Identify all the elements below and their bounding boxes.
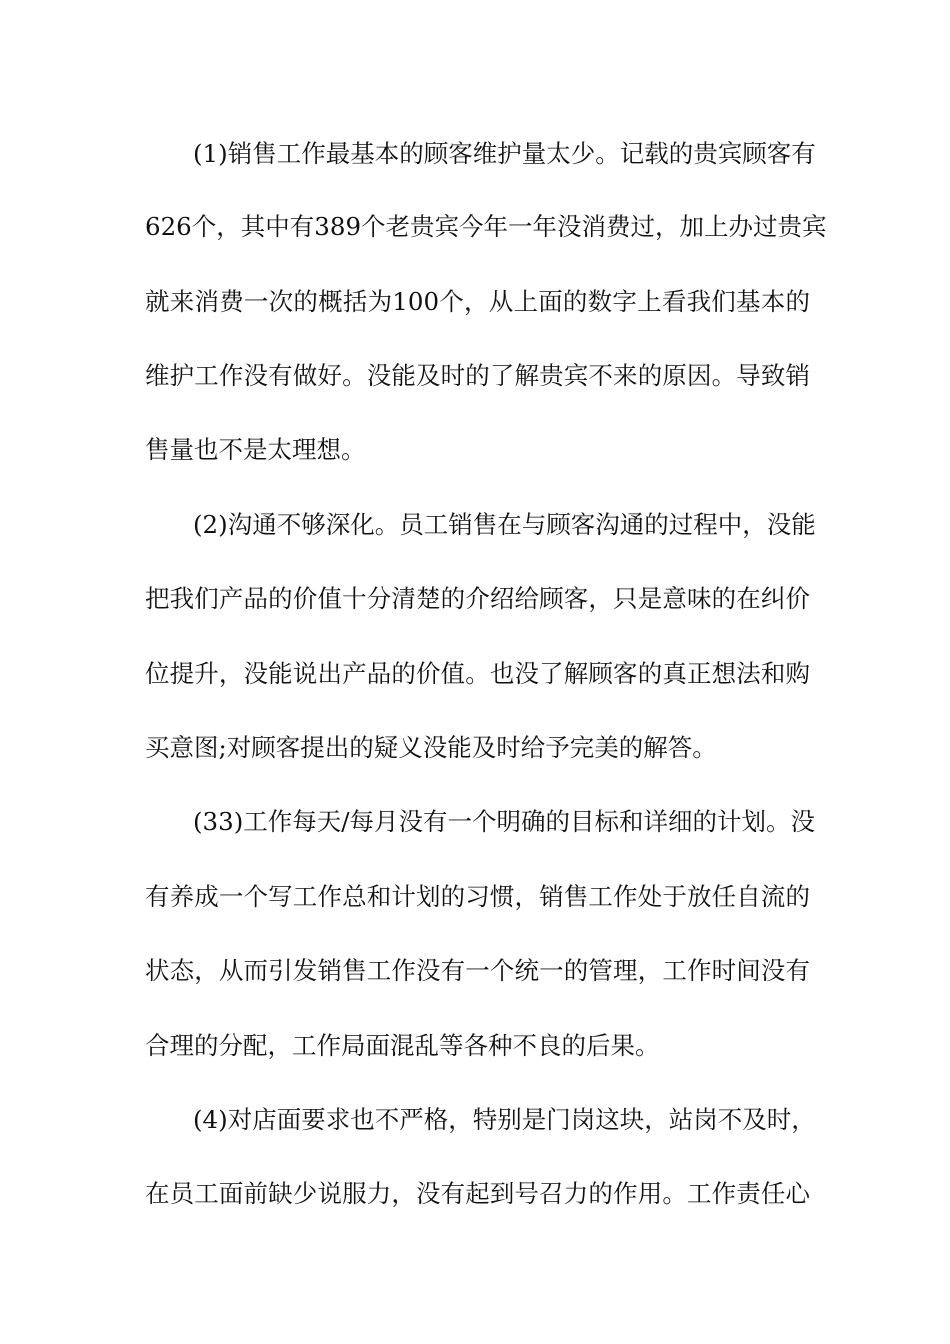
- paragraph-1-line-3: 就来消费一次的概括为100个，从上面的数字上看我们基本的: [145, 287, 810, 316]
- paragraph-3-line-3: 状态，从而引发销售工作没有一个统一的管理，工作时间没有: [145, 956, 810, 985]
- paragraph-2-line-1: (2)沟通不够深化。员工销售在与顾客沟通的过程中，没能: [193, 510, 816, 539]
- paragraph-1-line-5: 售量也不是太理想。: [145, 435, 366, 464]
- paragraph-2-line-3: 位提升，没能说出产品的价值。也没了解顾客的真正想法和购: [145, 659, 810, 688]
- paragraph-1-line-2: 626个，其中有389个老贵宾今年一年没消费过，加上办过贵宾: [145, 212, 827, 241]
- paragraph-1-line-1: (1)销售工作最基本的顾客维护量太少。记载的贵宾顾客有: [193, 139, 816, 168]
- paragraph-3-line-2: 有养成一个写工作总和计划的习惯，销售工作处于放任自流的: [145, 882, 810, 911]
- paragraph-3-line-4: 合理的分配，工作局面混乱等各种不良的后果。: [145, 1031, 660, 1060]
- paragraph-2-line-2: 把我们产品的价值十分清楚的介绍给顾客，只是意味的在纠价: [145, 584, 810, 613]
- paragraph-3-line-1: (33)工作每天/每月没有一个明确的目标和详细的计划。没: [193, 807, 816, 836]
- paragraph-4-line-1: (4)对店面要求也不严格，特别是门岗这块，站岗不及时，: [193, 1105, 816, 1134]
- paragraph-2-line-4: 买意图;对顾客提出的疑义没能及时给予完美的解答。: [145, 733, 717, 762]
- paragraph-4-line-2: 在员工面前缺少说服力，没有起到号召力的作用。工作责任心: [145, 1179, 810, 1208]
- paragraph-1-line-4: 维护工作没有做好。没能及时的了解贵宾不来的原因。导致销: [145, 361, 810, 390]
